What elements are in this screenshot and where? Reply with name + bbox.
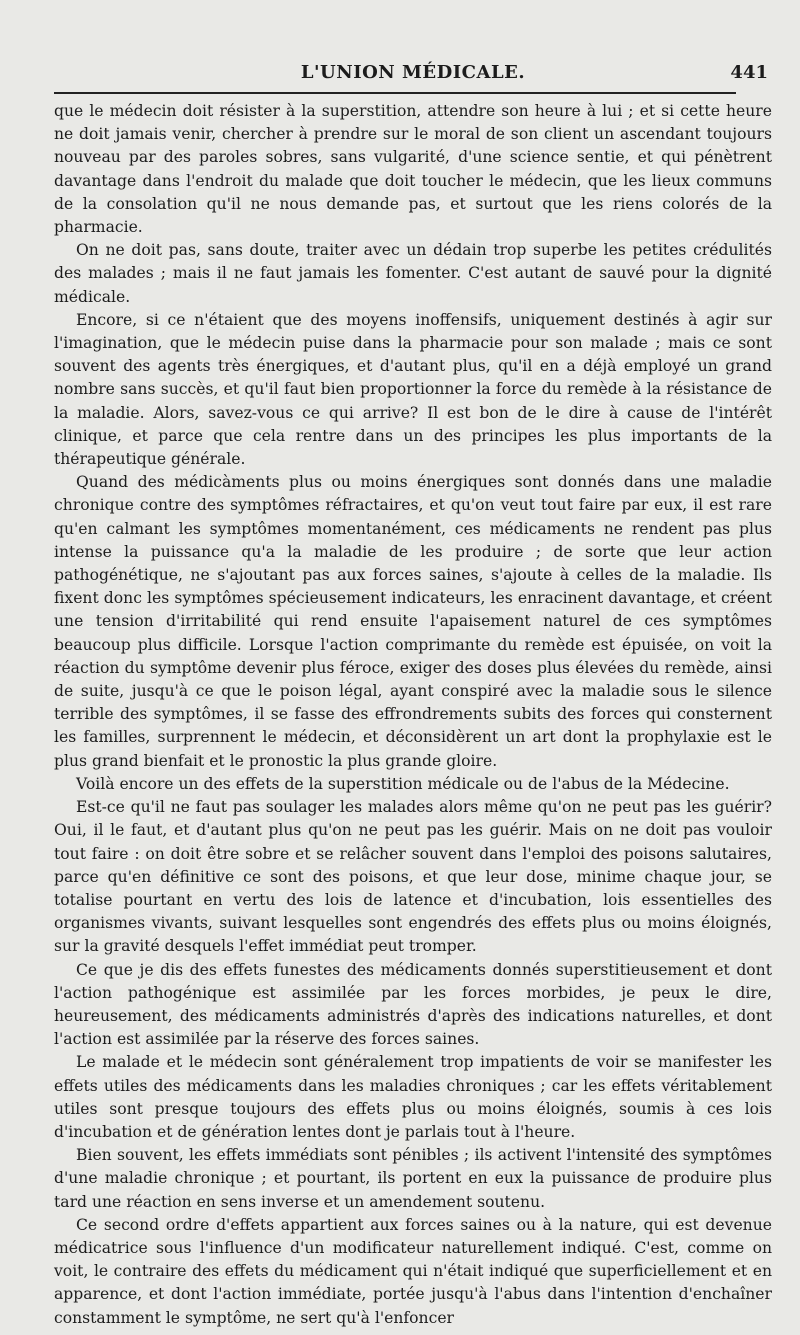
- paragraph: que le médecin doit résister à la superstition, attendre son heure à lui ; et si cette heure ne doit jamais venir, chercher à prendre sur le moral de son client un ascendant toujours nouveau par des paroles sobres, sans vulgarité, d'une science sentie, et qui pénètrent davantage dans l'endroit du malade que doit toucher le médecin, que les lieux communs de la consolation qu'il ne nous demande pas, et surtout que les riens colorés de la pharmacie.: [54, 102, 772, 237]
- page-number: 441: [730, 62, 768, 83]
- paragraph: Ce second ordre d'effets appartient aux forces saines ou à la nature, qui est devenue médicatrice sous l'influence d'un modificateur naturellement indiqué. C'est, comme on voit, le contraire des effets du médicament qui n'était indiqué que superficiellement et en apparence, et dont l'action immédiate, portée jusqu'à l'abus dans l'intention d'enchaîner constamment le symptôme, ne sert qu'à l'enfoncer: [54, 1215, 772, 1327]
- paragraph: Voilà encore un des effets de la superstition médicale ou de l'abus de la Médecine.: [76, 774, 730, 793]
- paragraph: Encore, si ce n'étaient que des moyens inoffensifs, uniquement destinés à agir sur l'imagination, que le médecin puise dans la pharmacie pour son malade ; mais ce sont souvent des agents très énergiques, et d'autant plus, qu'il en a déjà employé un grand nombre sans succès, et qu'il faut bien proportionner la force du remède à la résistance de la maladie. Alors, savez-vous ce qui arrive? Il est bon de le dire à cause de l'intérêt clinique, et parce que cela rentre dans un des principes les plus importants de la thérapeutique générale.: [54, 310, 772, 469]
- paragraph: Ce que je dis des effets funestes des médicaments donnés superstitieusement et dont l'action pathogénique est assimilée par les forces morbides, je peux le dire, heureusement, des médicaments administrés d'après des indications naturelles, et dont l'action est assimilée par la réserve des forces saines.: [54, 960, 772, 1049]
- paragraph: Quand des médicàments plus ou moins énergiques sont donnés dans une maladie chronique contre des symptômes réfractaires, et qu'on veut tout faire par eux, il est rare qu'en calmant les symptômes momentanément, ces médicaments ne rendent pas plus intense la puissance qu'a la maladie de les produire ; de sorte que leur action pathogénétique, ne s'ajoutant pas aux forces saines, s'ajoute à celles de la maladie. Ils fixent donc les symptômes spécieusement indicateurs, les enracinent davantage, et créent une tension d'irritabilité qui rend ensuite l'apaisement naturel de ces symptômes beaucoup plus difficile. Lorsque l'action comprimante du remède est épuisée, on voit la réaction du symptôme devenir plus féroce, exiger des doses plus élevées du remède, ainsi de suite, jusqu'à ce que le poison légal, ayant conspiré avec la maladie sous le silence terrible des symptômes, il se fasse des effrondrements subits des forces qui consternent les familles, surprennent le médecin, et déconsidèrent un art dont la prophylaxie est le plus grand bienfait et le pronostic la plus grande gloire.: [54, 473, 772, 770]
- paragraph: Le malade et le médecin sont généralement trop impatients de voir se manifester les effets utiles des médicaments dans les maladies chroniques ; car les effets véritablement utiles sont presque toujours des effets plus ou moins éloignés, soumis à ces lois d'incubation et de génération lentes dont je parlais tout à l'heure.: [54, 1053, 772, 1141]
- paragraph: On ne doit pas, sans doute, traiter avec un dédain trop superbe les petites crédulités des malades ; mais il ne faut jamais les fomenter. C'est autant de sauvé pour la dignité médicale.: [54, 241, 772, 306]
- paragraph: Bien souvent, les effets immédiats sont pénibles ; ils activent l'intensité des symptômes d'une maladie chronique ; et pourtant, ils portent en eux la puissance de produire plus tard une réaction en sens inverse et un amendement soutenu.: [54, 1146, 772, 1211]
- paragraph: Est-ce qu'il ne faut pas soulager les malades alors même qu'on ne peut pas les guérir? Oui, il le faut, et d'autant plus qu'on ne peut pas les guérir. Mais on ne doit pas vouloir tout faire : on doit être sobre et se relâcher souvent dans l'emploi des poisons salutaires, parce qu'en définitive ce sont des poisons, et que leur dose, minime chaque jour, se totalise pourtant en vertu des lois de latence et d'incubation, lois essentielles des organismes vivants, suivant lesquelles sont engendrés des effets plus ou moins éloignés, sur la gravité desquels l'effet immédiat peut tromper.: [54, 798, 772, 956]
- header-rule: [54, 92, 736, 94]
- article-body: [54, 100, 772, 1330]
- running-header: [54, 56, 772, 86]
- journal-title: L'UNION MÉDICALE.: [300, 62, 526, 83]
